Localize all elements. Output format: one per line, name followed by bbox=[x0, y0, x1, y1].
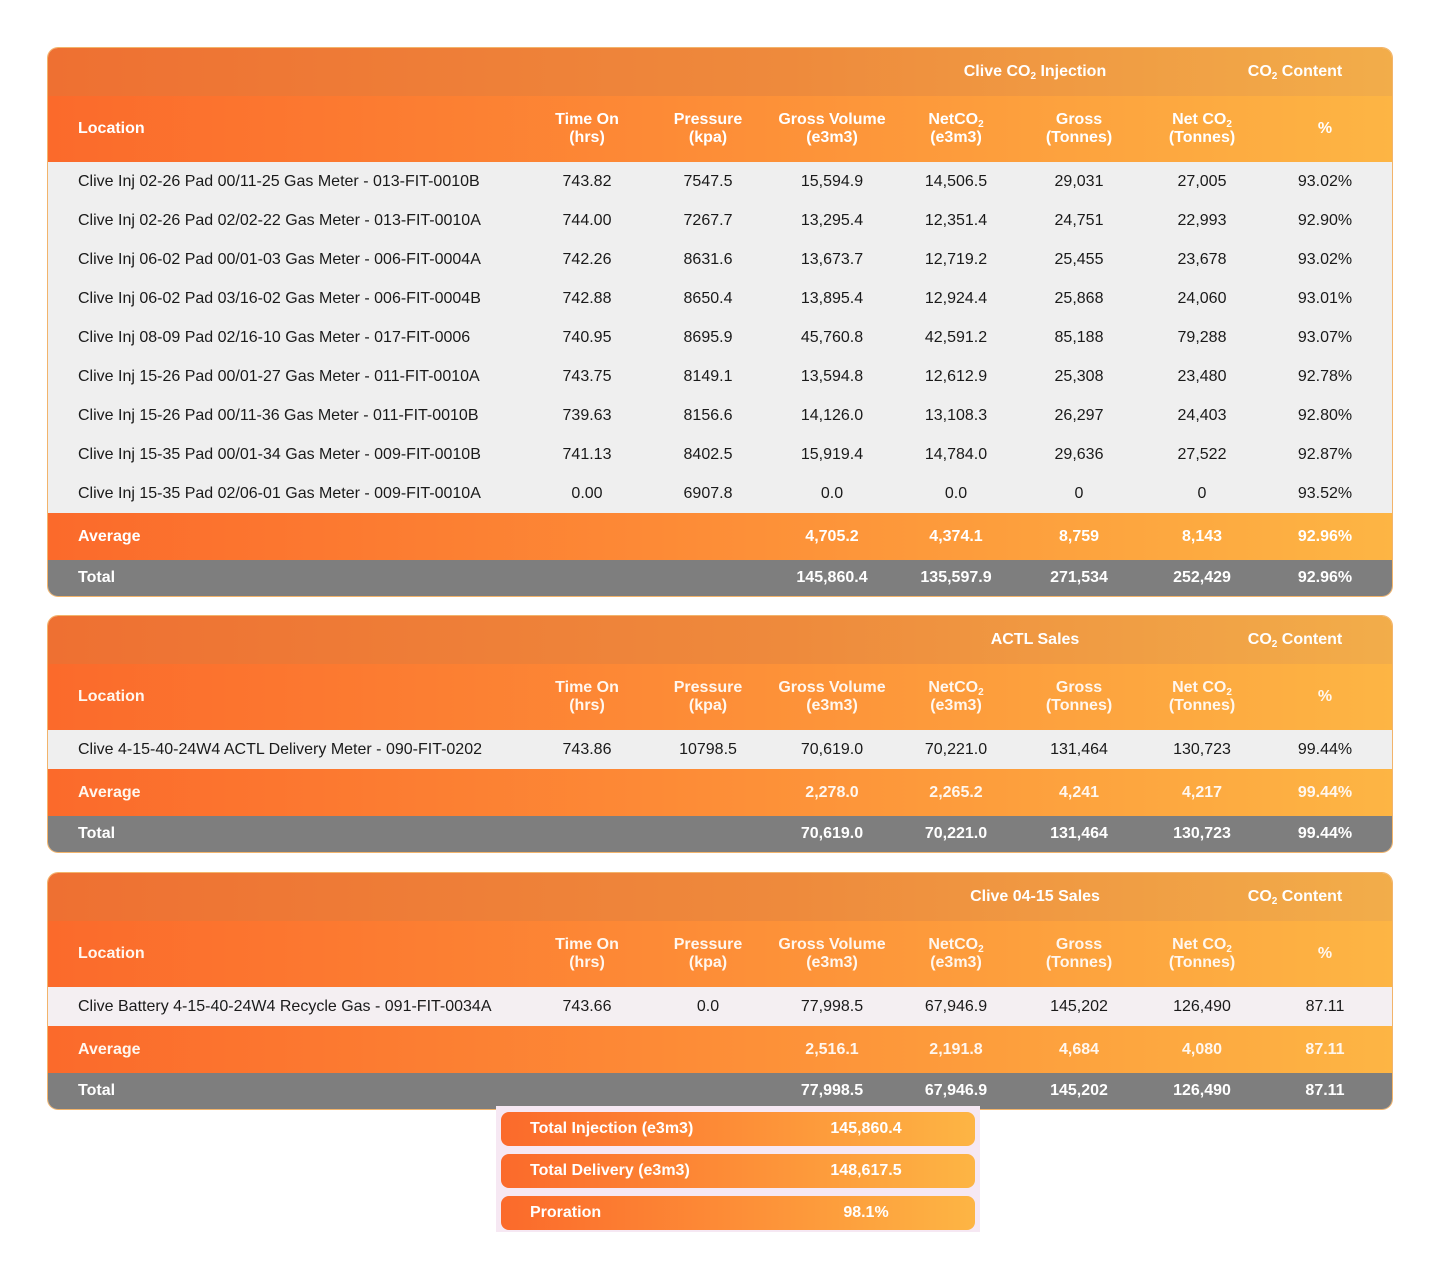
cell-percent: 99.44% bbox=[1297, 740, 1353, 758]
actl-sales-table bbox=[48, 616, 1392, 852]
table-row bbox=[48, 474, 1392, 513]
cell-time-on: 743.86 bbox=[562, 740, 612, 758]
cell-pressure: 8650.4 bbox=[683, 289, 733, 307]
col-gross-tonnes: Gross (Tonnes) bbox=[1045, 936, 1113, 971]
summary-value: 98.1% bbox=[843, 1204, 889, 1221]
total-gross-tonnes: 131,464 bbox=[1050, 825, 1108, 842]
cell-gross-tonnes: 145,202 bbox=[1050, 997, 1108, 1015]
average-net-co2: 2,265.2 bbox=[929, 783, 983, 801]
cell-pressure: 8156.6 bbox=[683, 406, 733, 424]
average-net-co2-tonnes: 4,080 bbox=[1181, 1040, 1223, 1058]
cell-pressure: 0.0 bbox=[696, 997, 720, 1015]
cell-time-on: 742.88 bbox=[562, 289, 612, 307]
total-net-co2: 70,221.0 bbox=[924, 825, 988, 842]
cell-pressure: 8149.1 bbox=[683, 367, 733, 385]
cell-gross-volume: 77,998.5 bbox=[800, 997, 864, 1015]
table-title: ACTL Sales bbox=[990, 631, 1080, 648]
total-row bbox=[48, 816, 1392, 852]
table-title-band bbox=[48, 48, 1392, 96]
cell-net-co2-tonnes: 23,480 bbox=[1177, 367, 1227, 385]
co2-content-heading: $CO_2$ Content bbox=[1247, 631, 1343, 650]
cell-net-co2: 14,784.0 bbox=[924, 445, 988, 463]
cell-net-co2: 12,924.4 bbox=[924, 289, 988, 307]
total-gross-tonnes: 145,202 bbox=[1050, 1082, 1108, 1099]
total-percent: 87.11 bbox=[1305, 1082, 1345, 1099]
cell-time-on: 741.13 bbox=[562, 445, 612, 463]
cell-net-co2: 12,612.9 bbox=[924, 367, 988, 385]
table-row bbox=[48, 987, 1392, 1026]
average-percent: 99.44% bbox=[1297, 783, 1353, 801]
cell-time-on: 743.66 bbox=[562, 997, 612, 1015]
cell-net-co2: 67,946.9 bbox=[924, 997, 988, 1015]
summary-label: Total Delivery (e3m3) bbox=[530, 1162, 690, 1179]
table-row bbox=[48, 730, 1392, 769]
cell-pressure: 7547.5 bbox=[683, 172, 733, 190]
table-row bbox=[48, 396, 1392, 435]
total-label: Total bbox=[78, 569, 116, 586]
summary-total-injection bbox=[501, 1112, 975, 1146]
cell-percent: 87.11 bbox=[1305, 997, 1345, 1015]
cell-gross-tonnes: 25,455 bbox=[1054, 250, 1104, 268]
column-header-row bbox=[48, 664, 1392, 730]
cell-time-on: 740.95 bbox=[562, 328, 612, 346]
cell-net-co2: 12,719.2 bbox=[924, 250, 988, 268]
summary-label: Total Injection (e3m3) bbox=[530, 1120, 694, 1137]
cell-gross-tonnes: 29,031 bbox=[1054, 172, 1104, 190]
cell-gross-volume: 13,895.4 bbox=[800, 289, 864, 307]
col-time-on: Time On (hrs) bbox=[555, 111, 619, 146]
cell-percent: 92.80% bbox=[1297, 406, 1353, 424]
cell-percent: 92.78% bbox=[1297, 367, 1353, 385]
table-row bbox=[48, 435, 1392, 474]
cell-net-co2: 0.0 bbox=[944, 484, 968, 502]
table-title-band bbox=[48, 616, 1392, 664]
cell-net-co2: 13,108.3 bbox=[924, 406, 988, 424]
cell-net-co2-tonnes: 22,993 bbox=[1177, 211, 1227, 229]
cell-gross-volume: 70,619.0 bbox=[800, 740, 864, 758]
cell-net-co2-tonnes: 24,060 bbox=[1177, 289, 1227, 307]
average-gross-tonnes: 4,241 bbox=[1058, 783, 1100, 801]
cell-net-co2-tonnes: 126,490 bbox=[1173, 997, 1231, 1015]
total-row bbox=[48, 1073, 1392, 1109]
average-row bbox=[48, 1026, 1392, 1073]
table-title: Clive 04-15 Sales bbox=[970, 888, 1100, 905]
cell-net-co2-tonnes: 27,522 bbox=[1177, 445, 1227, 463]
cell-net-co2-tonnes: 130,723 bbox=[1173, 740, 1231, 758]
cell-net-co2: 12,351.4 bbox=[924, 211, 988, 229]
cell-pressure: 6907.8 bbox=[683, 484, 733, 502]
average-row bbox=[48, 513, 1392, 560]
cell-gross-tonnes: 29,636 bbox=[1054, 445, 1104, 463]
cell-gross-tonnes: 0 bbox=[1074, 484, 1084, 502]
cell-time-on: 0.00 bbox=[571, 484, 603, 502]
co2-content-heading: $CO_2$ Content bbox=[1247, 63, 1343, 82]
summary-value: 148,617.5 bbox=[830, 1162, 902, 1179]
cell-location: Clive Inj 02-26 Pad 02/02-22 Gas Meter - 013-FIT-0010A bbox=[78, 211, 481, 229]
data-rows bbox=[48, 987, 1392, 1026]
cell-percent: 92.90% bbox=[1297, 211, 1353, 229]
total-net-co2: 67,946.9 bbox=[924, 1082, 988, 1099]
summary-label: Proration bbox=[530, 1204, 602, 1221]
data-rows bbox=[48, 162, 1392, 513]
cell-location: Clive 4-15-40-24W4 ACTL Delivery Meter - 090-FIT-0202 bbox=[78, 740, 482, 758]
cell-gross-volume: 14,126.0 bbox=[800, 406, 864, 424]
col-pressure: Pressure (kpa) bbox=[673, 111, 743, 146]
cell-gross-tonnes: 85,188 bbox=[1054, 328, 1104, 346]
cell-location: Clive Inj 15-26 Pad 00/11-36 Gas Meter - 011-FIT-0010B bbox=[78, 406, 479, 424]
cell-gross-volume: 0.0 bbox=[820, 484, 844, 502]
cell-time-on: 743.75 bbox=[562, 367, 612, 385]
col-pressure: Pressure (kpa) bbox=[673, 936, 743, 971]
cell-pressure: 10798.5 bbox=[679, 740, 737, 758]
cell-percent: 93.52% bbox=[1297, 484, 1353, 502]
summary-proration bbox=[501, 1196, 975, 1230]
cell-gross-volume: 45,760.8 bbox=[800, 328, 864, 346]
cell-time-on: 743.82 bbox=[562, 172, 612, 190]
data-rows bbox=[48, 730, 1392, 769]
summary-total-delivery bbox=[501, 1154, 975, 1188]
total-percent: 99.44% bbox=[1297, 825, 1353, 842]
total-label: Total bbox=[78, 1082, 116, 1099]
col-location: Location bbox=[78, 688, 145, 705]
cell-percent: 93.02% bbox=[1297, 250, 1353, 268]
cell-pressure: 7267.7 bbox=[683, 211, 733, 229]
col-percent: % bbox=[1317, 945, 1333, 962]
col-percent: % bbox=[1317, 688, 1333, 705]
cell-time-on: 739.63 bbox=[562, 406, 612, 424]
cell-gross-tonnes: 131,464 bbox=[1050, 740, 1108, 758]
cell-net-co2-tonnes: 79,288 bbox=[1177, 328, 1227, 346]
summary-panel bbox=[496, 1106, 980, 1232]
co2-content-heading: $CO_2$ Content bbox=[1247, 888, 1343, 907]
col-pressure: Pressure (kpa) bbox=[673, 679, 743, 714]
average-gross-tonnes: 4,684 bbox=[1058, 1040, 1100, 1058]
cell-percent: 92.87% bbox=[1297, 445, 1353, 463]
cell-gross-volume: 15,919.4 bbox=[800, 445, 864, 463]
col-net-co2: NetCO$_2$ (e3m3) bbox=[928, 111, 984, 146]
table-row bbox=[48, 357, 1392, 396]
col-net-co2: NetCO$_2$ (e3m3) bbox=[928, 679, 984, 714]
total-gross-tonnes: 271,534 bbox=[1050, 569, 1108, 586]
col-net-co2: NetCO$_2$ (e3m3) bbox=[928, 936, 984, 971]
average-percent: 87.11 bbox=[1305, 1040, 1345, 1058]
cell-location: Clive Inj 06-02 Pad 03/16-02 Gas Meter - 006-FIT-0004B bbox=[78, 289, 481, 307]
average-label: Average bbox=[78, 1040, 141, 1058]
average-net-co2-tonnes: 4,217 bbox=[1181, 783, 1223, 801]
cell-location: Clive Inj 15-35 Pad 00/01-34 Gas Meter - 009-FIT-0010B bbox=[78, 445, 481, 463]
cell-gross-tonnes: 25,868 bbox=[1054, 289, 1104, 307]
total-row bbox=[48, 560, 1392, 596]
col-time-on: Time On (hrs) bbox=[555, 679, 619, 714]
table-row bbox=[48, 240, 1392, 279]
cell-net-co2-tonnes: 27,005 bbox=[1177, 172, 1227, 190]
col-percent: % bbox=[1317, 120, 1333, 137]
cell-pressure: 8631.6 bbox=[683, 250, 733, 268]
cell-net-co2: 42,591.2 bbox=[924, 328, 988, 346]
cell-net-co2-tonnes: 24,403 bbox=[1177, 406, 1227, 424]
col-gross-volume: Gross Volume (e3m3) bbox=[778, 111, 886, 146]
total-net-co2-tonnes: 252,429 bbox=[1173, 569, 1231, 586]
table-row bbox=[48, 162, 1392, 201]
average-gross-volume: 4,705.2 bbox=[805, 527, 859, 545]
col-gross-volume: Gross Volume (e3m3) bbox=[778, 679, 886, 714]
total-net-co2: 135,597.9 bbox=[920, 569, 992, 586]
cell-location: Clive Inj 06-02 Pad 00/01-03 Gas Meter - 006-FIT-0004A bbox=[78, 250, 481, 268]
col-gross-tonnes: Gross (Tonnes) bbox=[1045, 679, 1113, 714]
table-row bbox=[48, 318, 1392, 357]
col-net-co2-tonnes: Net $CO_2$ (Tonnes) bbox=[1168, 679, 1236, 714]
total-net-co2-tonnes: 130,723 bbox=[1173, 825, 1231, 842]
cell-net-co2: 70,221.0 bbox=[924, 740, 988, 758]
average-gross-tonnes: 8,759 bbox=[1058, 527, 1100, 545]
total-label: Total bbox=[78, 825, 116, 842]
col-gross-volume: Gross Volume (e3m3) bbox=[778, 936, 886, 971]
cell-percent: 93.07% bbox=[1297, 328, 1353, 346]
average-percent: 92.96% bbox=[1297, 527, 1353, 545]
table-row bbox=[48, 279, 1392, 318]
table-title: Clive $CO_2$ Injection bbox=[963, 63, 1107, 82]
average-label: Average bbox=[78, 783, 141, 801]
col-location: Location bbox=[78, 120, 145, 137]
cell-gross-volume: 13,673.7 bbox=[800, 250, 864, 268]
cell-location: Clive Inj 02-26 Pad 00/11-25 Gas Meter - 013-FIT-0010B bbox=[78, 172, 480, 190]
average-row bbox=[48, 769, 1392, 816]
cell-time-on: 742.26 bbox=[562, 250, 612, 268]
average-gross-volume: 2,278.0 bbox=[805, 783, 859, 801]
average-label: Average bbox=[78, 527, 141, 545]
column-header-row bbox=[48, 96, 1392, 162]
summary-value: 145,860.4 bbox=[830, 1120, 902, 1137]
cell-net-co2-tonnes: 23,678 bbox=[1177, 250, 1227, 268]
cell-pressure: 8402.5 bbox=[683, 445, 733, 463]
average-net-co2: 4,374.1 bbox=[929, 527, 983, 545]
column-header-row bbox=[48, 921, 1392, 987]
total-net-co2-tonnes: 126,490 bbox=[1173, 1082, 1231, 1099]
col-time-on: Time On (hrs) bbox=[555, 936, 619, 971]
cell-gross-tonnes: 24,751 bbox=[1054, 211, 1104, 229]
average-gross-volume: 2,516.1 bbox=[805, 1040, 859, 1058]
cell-gross-tonnes: 26,297 bbox=[1054, 406, 1104, 424]
clive-04-15-sales-table bbox=[48, 873, 1392, 1109]
table-row bbox=[48, 201, 1392, 240]
cell-net-co2-tonnes: 0 bbox=[1197, 484, 1207, 502]
cell-location: Clive Inj 08-09 Pad 02/16-10 Gas Meter - 017-FIT-0006 bbox=[78, 328, 471, 346]
col-net-co2-tonnes: Net $CO_2$ (Tonnes) bbox=[1168, 111, 1236, 146]
injection-table bbox=[48, 48, 1392, 596]
table-title-band bbox=[48, 873, 1392, 921]
cell-time-on: 744.00 bbox=[562, 211, 612, 229]
cell-gross-volume: 13,295.4 bbox=[800, 211, 864, 229]
total-gross-volume: 145,860.4 bbox=[796, 569, 868, 586]
cell-percent: 93.02% bbox=[1297, 172, 1353, 190]
total-gross-volume: 70,619.0 bbox=[800, 825, 864, 842]
cell-gross-tonnes: 25,308 bbox=[1054, 367, 1104, 385]
cell-location: Clive Inj 15-26 Pad 00/01-27 Gas Meter - 011-FIT-0010A bbox=[78, 367, 480, 385]
cell-gross-volume: 13,594.8 bbox=[800, 367, 864, 385]
average-net-co2: 2,191.8 bbox=[929, 1040, 983, 1058]
average-net-co2-tonnes: 8,143 bbox=[1181, 527, 1223, 545]
cell-location: Clive Battery 4-15-40-24W4 Recycle Gas - 091-FIT-0034A bbox=[78, 997, 492, 1015]
cell-gross-volume: 15,594.9 bbox=[800, 172, 864, 190]
cell-location: Clive Inj 15-35 Pad 02/06-01 Gas Meter - 009-FIT-0010A bbox=[78, 484, 481, 502]
cell-percent: 93.01% bbox=[1297, 289, 1353, 307]
cell-pressure: 8695.9 bbox=[683, 328, 733, 346]
cell-net-co2: 14,506.5 bbox=[924, 172, 988, 190]
total-percent: 92.96% bbox=[1297, 569, 1353, 586]
col-net-co2-tonnes: Net $CO_2$ (Tonnes) bbox=[1168, 936, 1236, 971]
total-gross-volume: 77,998.5 bbox=[800, 1082, 864, 1099]
col-location: Location bbox=[78, 945, 145, 962]
col-gross-tonnes: Gross (Tonnes) bbox=[1045, 111, 1113, 146]
